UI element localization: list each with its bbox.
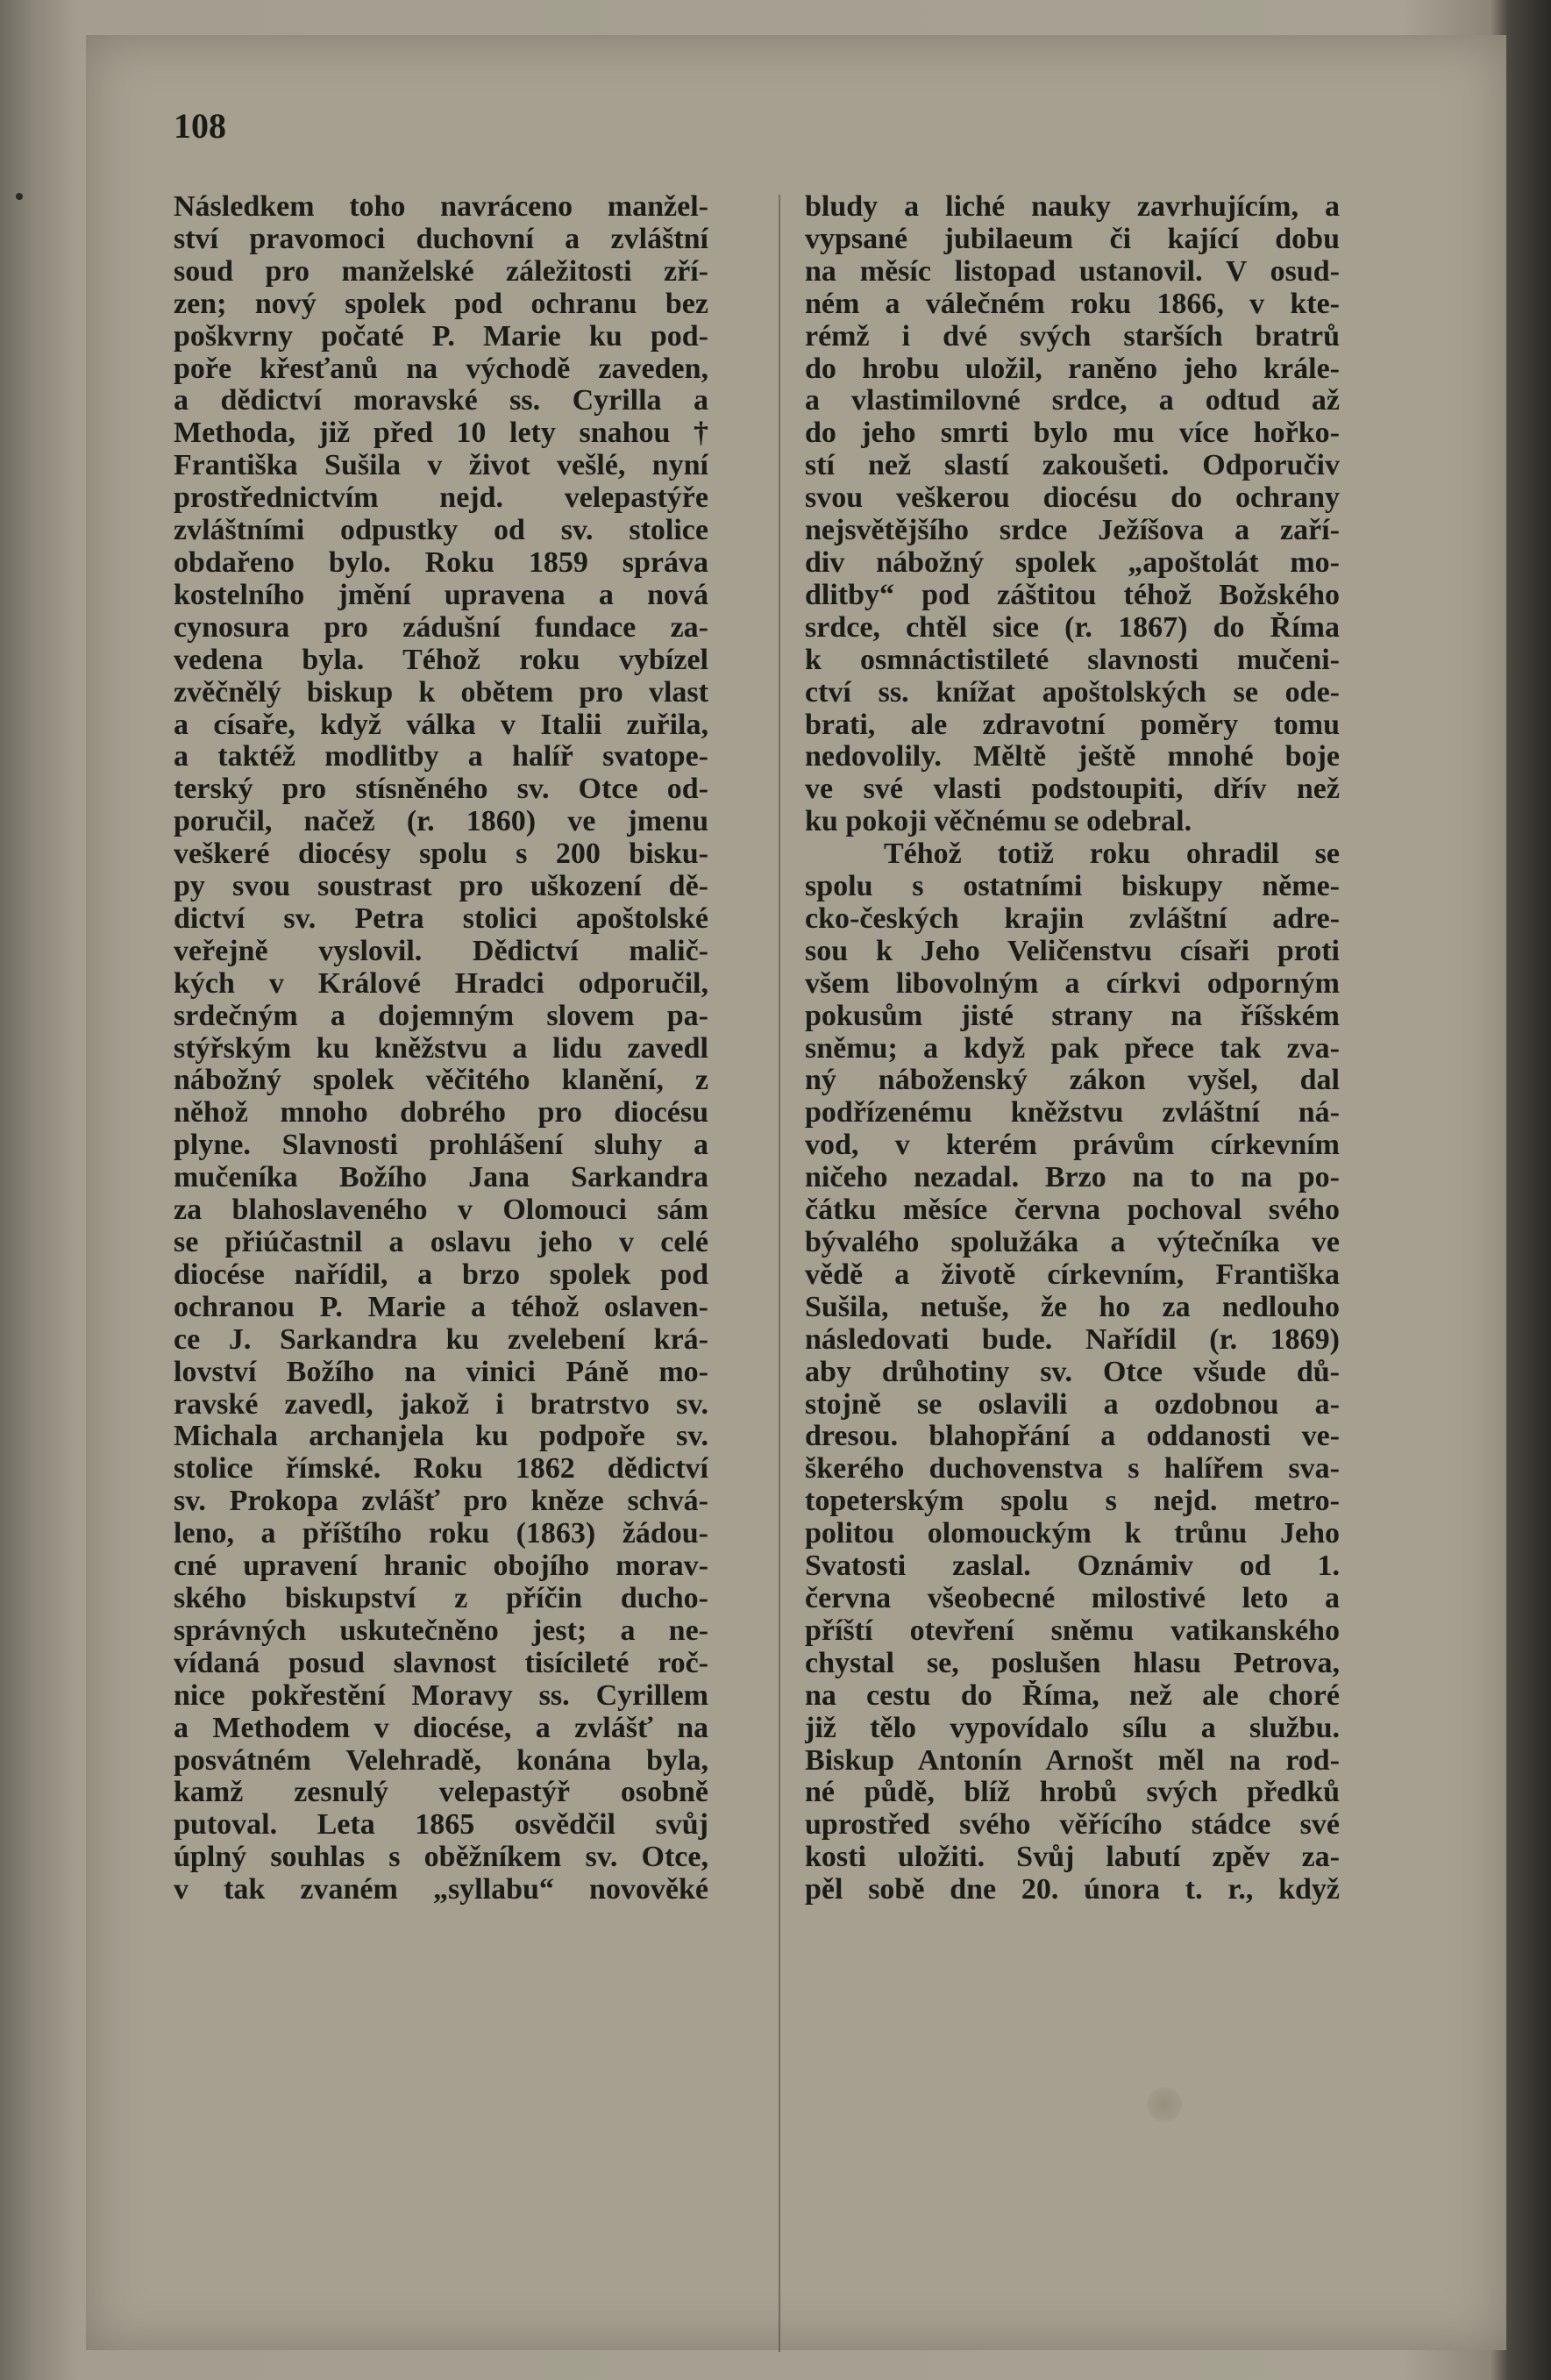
text-line: srdečným a dojemným slovem pa-: [174, 1000, 708, 1032]
text-line: do jeho smrti bylo mu více hořko-: [805, 417, 1340, 450]
text-line: vídaná posud slavnost tisícileté roč-: [174, 1647, 708, 1679]
text-line: div nábožný spolek „apoštolát mo-: [805, 546, 1340, 579]
text-line: Svatosti zaslal. Oznámiv od 1.: [805, 1550, 1340, 1583]
text-line: Michala archanjela ku podpoře sv.: [174, 1421, 708, 1453]
text-line: bludy a liché nauky zavrhujícím, a: [805, 191, 1340, 223]
text-line: politou olomouckým k trůnu Jeho: [805, 1518, 1340, 1550]
text-line: následovati bude. Nařídil (r. 1869): [805, 1323, 1340, 1356]
text-line: diocése nařídil, a brzo spolek pod: [174, 1258, 708, 1291]
text-line: posvátném Velehradě, konána byla,: [174, 1744, 708, 1777]
text-line: škerého duchovenstva s halířem sva-: [805, 1453, 1340, 1486]
text-line: Sušila, netuše, že ho za nedlouho: [805, 1291, 1340, 1323]
text-line: nice pokřestění Moravy ss. Cyrillem: [174, 1679, 708, 1712]
text-line: již tělo vypovídalo sílu a službu.: [805, 1712, 1340, 1744]
text-line: svou veškerou diocésu do ochrany: [805, 482, 1340, 515]
text-line: správných uskutečněno jest; a ne-: [174, 1614, 708, 1647]
text-line: plyne. Slavnosti prohlášení sluhy a: [174, 1129, 708, 1162]
text-line: Františka Sušila v život vešlé, nyní: [174, 450, 708, 482]
text-line: a císaře, když válka v Italii zuřila,: [174, 709, 708, 741]
text-line: ství pravomoci duchovní a zvláštní: [174, 223, 708, 255]
text-line: Následkem toho navráceno manžel-: [174, 191, 708, 223]
text-line: py svou soustrast pro uškození dě-: [174, 871, 708, 903]
right-text-column: [805, 191, 1340, 1906]
text-line: uprostřed svého věřícího stádce své: [805, 1809, 1340, 1842]
text-line: všem libovolným a církvi odporným: [805, 967, 1340, 1000]
text-line: dresou. blahopřání a oddanosti ve-: [805, 1421, 1340, 1453]
text-line: stojně se oslavili a ozdobnou a-: [805, 1388, 1340, 1421]
text-line: Methoda, již před 10 lety snahou †: [174, 417, 708, 450]
text-line: ný náboženský zákon vyšel, dal: [805, 1065, 1340, 1097]
text-line: spolu s ostatními biskupy něme-: [805, 871, 1340, 903]
text-line: veškeré diocésy spolu s 200 bisku-: [174, 838, 708, 871]
text-line: veřejně vyslovil. Dědictví malič-: [174, 935, 708, 967]
text-line: ochranou P. Marie a téhož oslaven-: [174, 1291, 708, 1323]
text-line: ve své vlasti podstoupiti, dřív než: [805, 773, 1340, 806]
text-line: bývalého spolužáka a výtečníka ve: [805, 1227, 1340, 1258]
text-line: cynosura pro zádušní fundace za-: [174, 611, 708, 644]
text-line: ku pokoji věčnému se odebral.: [805, 806, 1192, 838]
text-line: a dědictví moravské ss. Cyrilla a: [174, 385, 708, 417]
text-line: nábožný spolek věčitého klanění, z: [174, 1065, 708, 1097]
text-line: ničeho nezadal. Brzo na to na po-: [805, 1162, 1340, 1194]
text-line: příští otevření sněmu vatikanského: [805, 1614, 1340, 1647]
text-line: zvláštními odpustky od sv. stolice: [174, 515, 708, 547]
text-line: úplný souhlas s oběžníkem sv. Otce,: [174, 1842, 708, 1874]
text-line: se přiúčastnil a oslavu jeho v celé: [174, 1227, 708, 1258]
text-line: ského biskupství z příčin ducho-: [174, 1582, 708, 1614]
text-line: zvěčnělý biskup k obětem pro vlast: [174, 676, 708, 709]
text-line: dlitby“ pod záštitou téhož Božského: [805, 579, 1340, 611]
text-line: sněmu; a když pak přece tak zva-: [805, 1032, 1340, 1065]
text-line: kostelního jmění upravena a nová: [174, 579, 708, 611]
text-line: na měsíc listopad ustanovil. V osud-: [805, 255, 1340, 288]
text-line: vypsané jubilaeum či kající dobu: [805, 223, 1340, 255]
text-line: Téhož totiž roku ohradil se: [884, 838, 1340, 871]
text-line: do hrobu uložil, raněno jeho krále-: [805, 353, 1340, 385]
text-line: né půdě, blíž hrobů svých předků: [805, 1777, 1340, 1809]
text-line: a Methodem v diocése, a zvlášť na: [174, 1712, 708, 1744]
text-line: obdařeno bylo. Roku 1859 správa: [174, 546, 708, 579]
text-line: sou k Jeho Veličenstvu císaři proti: [805, 935, 1340, 967]
text-line: poručil, načež (r. 1860) ve jmenu: [174, 806, 708, 838]
text-line: soud pro manželské záležitosti zří-: [174, 255, 708, 288]
text-line: brati, ale zdravotní poměry tomu: [805, 709, 1340, 741]
text-line: rémž i dvé svých starších bratrů: [805, 320, 1340, 353]
text-line: ném a válečném roku 1866, v kte-: [805, 288, 1340, 320]
text-line: vedena byla. Téhož roku vybízel: [174, 644, 708, 676]
text-line: terský pro stísněného sv. Otce od-: [174, 773, 708, 806]
text-line: podřízenému kněžstvu zvláštní ná-: [805, 1097, 1340, 1129]
text-line: ce J. Sarkandra ku zvelebení krá-: [174, 1323, 708, 1356]
text-line: chystal se, poslušen hlasu Petrova,: [805, 1647, 1340, 1679]
text-line: topeterským spolu s nejd. metro-: [805, 1486, 1340, 1518]
text-line: v tak zvaném „syllabu“ novověké: [174, 1874, 708, 1906]
text-line: poškvrny počaté P. Marie ku pod-: [174, 320, 708, 353]
page-number: 108: [174, 106, 226, 146]
text-line: na cestu do Říma, než ale choré: [805, 1679, 1340, 1712]
text-line: něhož mnoho dobrého pro diocésu: [174, 1097, 708, 1129]
text-line: čátku měsíce června pochoval svého: [805, 1194, 1340, 1227]
text-line: kosti uložiti. Svůj labutí zpěv za-: [805, 1842, 1340, 1874]
text-line: ravské zavedl, jakož i bratrstvo sv.: [174, 1388, 708, 1421]
text-line: zen; nový spolek pod ochranu bez: [174, 288, 708, 320]
text-line: pokusům jisté strany na říšském: [805, 1000, 1340, 1032]
text-line: mučeníka Božího Jana Sarkandra: [174, 1162, 708, 1194]
text-line: dictví sv. Petra stolici apoštolské: [174, 902, 708, 935]
text-line: srdce, chtěl sice (r. 1867) do Říma: [805, 611, 1340, 644]
text-line: leno, a příštího roku (1863) žádou-: [174, 1518, 708, 1550]
text-line: Biskup Antonín Arnošt měl na rod-: [805, 1744, 1340, 1777]
text-line: putoval. Leta 1865 osvědčil svůj: [174, 1809, 708, 1842]
text-line: poře křesťanů na východě zaveden,: [174, 353, 708, 385]
text-line: prostřednictvím nejd. velepastýře: [174, 482, 708, 515]
text-line: za blahoslaveného v Olomouci sám: [174, 1194, 708, 1227]
left-text-column: [174, 191, 708, 1906]
text-line: vědě a životě církevním, Františka: [805, 1258, 1340, 1291]
text-line: k osmnáctistileté slavnosti mučeni-: [805, 644, 1340, 676]
text-line: stí než slastí zakoušeti. Odporučiv: [805, 450, 1340, 482]
text-line: a vlastimilovné srdce, a odtud až: [805, 385, 1340, 417]
text-line: lovství Božího na vinici Páně mo-: [174, 1356, 708, 1388]
text-line: a taktéž modlitby a halíř svatope-: [174, 741, 708, 773]
text-line: ctví ss. knížat apoštolských se ode-: [805, 676, 1340, 709]
text-line: aby drůhotiny sv. Otce všude dů-: [805, 1356, 1340, 1388]
text-line: pěl sobě dne 20. února t. r., když: [805, 1874, 1340, 1906]
text-line: cné upravení hranic obojího morav-: [174, 1550, 708, 1583]
margin-mark: [16, 193, 23, 200]
text-line: kamž zesnulý velepastýř osobně: [174, 1777, 708, 1809]
text-line: cko-českých krajin zvláštní adre-: [805, 902, 1340, 935]
text-line: června všeobecné milostivé leto a: [805, 1582, 1340, 1614]
text-line: vod, v kterém právům církevním: [805, 1129, 1340, 1162]
text-line: kých v Králové Hradci odporučil,: [174, 967, 708, 1000]
text-line: stýřským ku kněžstvu a lidu zavedl: [174, 1032, 708, 1065]
text-line: sv. Prokopa zvlášť pro kněze schvá-: [174, 1486, 708, 1518]
text-line: nejsvětějšího srdce Ježíšova a zaří-: [805, 515, 1340, 547]
text-line: nedovolily. Měltě ještě mnohé boje: [805, 741, 1340, 773]
paper-stain: [1147, 2087, 1182, 2122]
column-divider: [779, 195, 780, 2352]
text-line: stolice římské. Roku 1862 dědictví: [174, 1453, 708, 1486]
